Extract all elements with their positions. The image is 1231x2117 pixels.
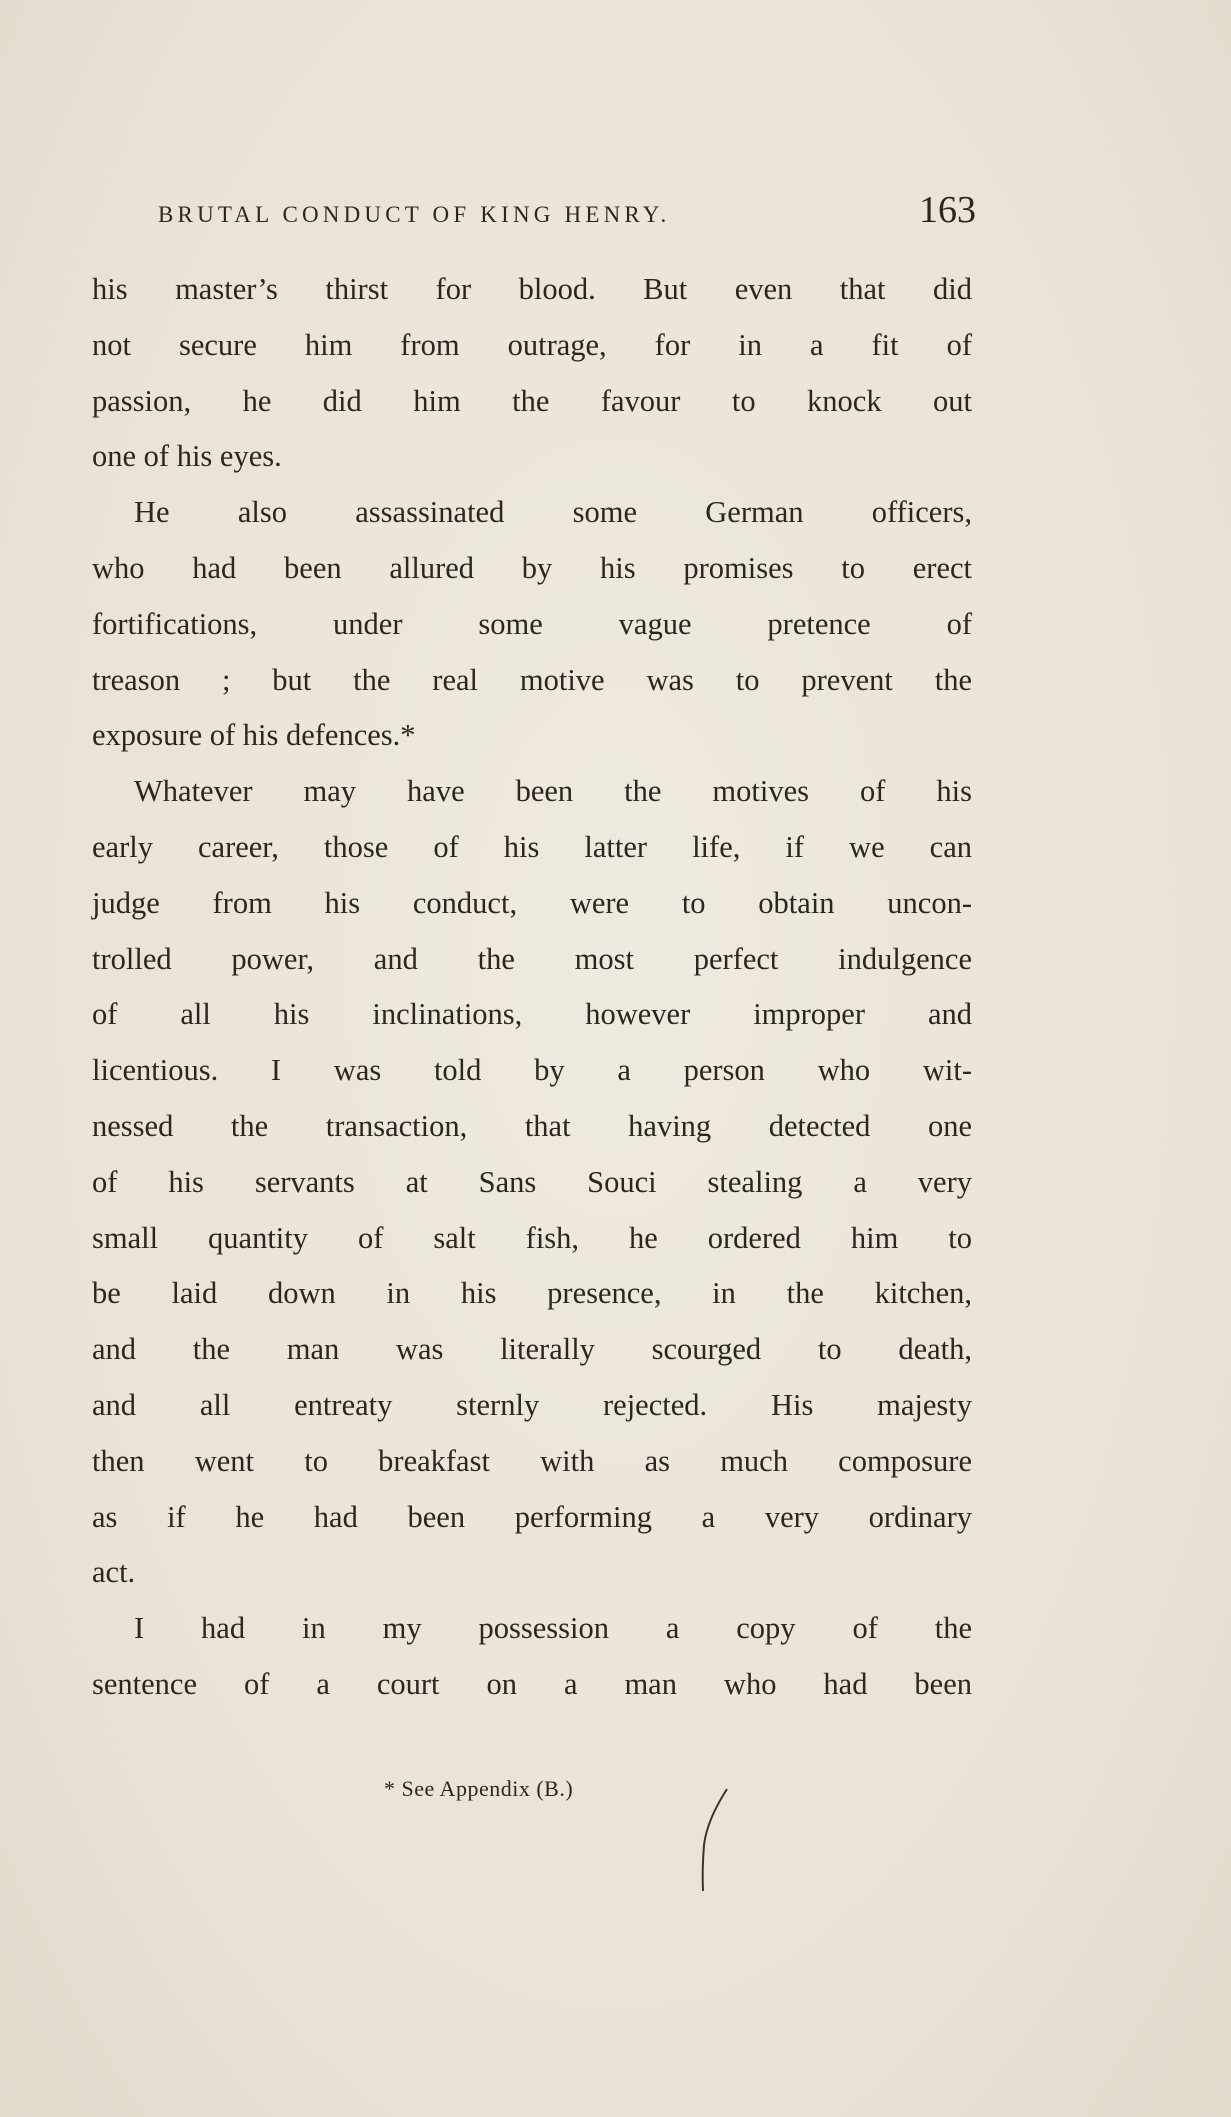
footnote: * See Appendix (B.) — [384, 1776, 574, 1801]
paragraph — [92, 1601, 972, 1713]
text-line: fortifications, under some vague pretence of — [92, 606, 972, 641]
paragraph — [92, 485, 972, 764]
text-line: his master’s thirst for blood. But even that did — [92, 272, 972, 306]
text-line: I had in my possession a copy of the — [134, 1611, 972, 1646]
text-line: Whatever may have been the motives of his — [134, 774, 972, 809]
text-line: licentious. I was told by a person who wit- — [92, 1053, 972, 1088]
page-header — [158, 188, 976, 232]
running-title: BRUTAL CONDUCT OF KING HENRY. — [158, 202, 671, 227]
text-line: He also assassinated some German officers, — [134, 495, 972, 530]
text-line: then went to breakfast with as much composure — [92, 1443, 972, 1478]
paragraph — [92, 262, 972, 485]
text-line: exposure of his defences.* — [92, 718, 416, 753]
text-line: who had been allured by his promises to erect — [92, 550, 972, 585]
page-number: 163 — [919, 189, 976, 231]
text-line: treason ; but the real motive was to prevent the — [92, 662, 972, 697]
text-line: as if he had been performing a very ordinary — [92, 1499, 972, 1534]
text-line: small quantity of salt fish, he ordered him to — [92, 1220, 972, 1255]
text-line: sentence of a court on a man who had been — [92, 1666, 972, 1701]
text-line: trolled power, and the most perfect indulgence — [92, 941, 972, 976]
text-line: act. — [92, 1555, 136, 1590]
pencil-mark — [697, 1785, 737, 1895]
text-line: and the man was literally scourged to death, — [92, 1332, 972, 1367]
text-line: judge from his conduct, were to obtain uncon- — [92, 885, 972, 920]
text-line: and all entreaty sternly rejected. His majesty — [92, 1387, 972, 1422]
text-line: nessed the transaction, that having detected one — [92, 1108, 972, 1143]
paragraph — [92, 764, 972, 1601]
text-line: be laid down in his presence, in the kitchen, — [92, 1276, 972, 1311]
text-line: of all his inclinations, however improper and — [92, 997, 972, 1032]
text-line: not secure him from outrage, for in a fit of — [92, 327, 972, 362]
text-line: early career, those of his latter life, if we can — [92, 829, 972, 864]
body-text — [92, 262, 972, 1713]
text-line: one of his eyes. — [92, 439, 282, 474]
text-line: passion, he did him the favour to knock out — [92, 383, 972, 418]
text-line: of his servants at Sans Souci stealing a very — [92, 1164, 972, 1199]
